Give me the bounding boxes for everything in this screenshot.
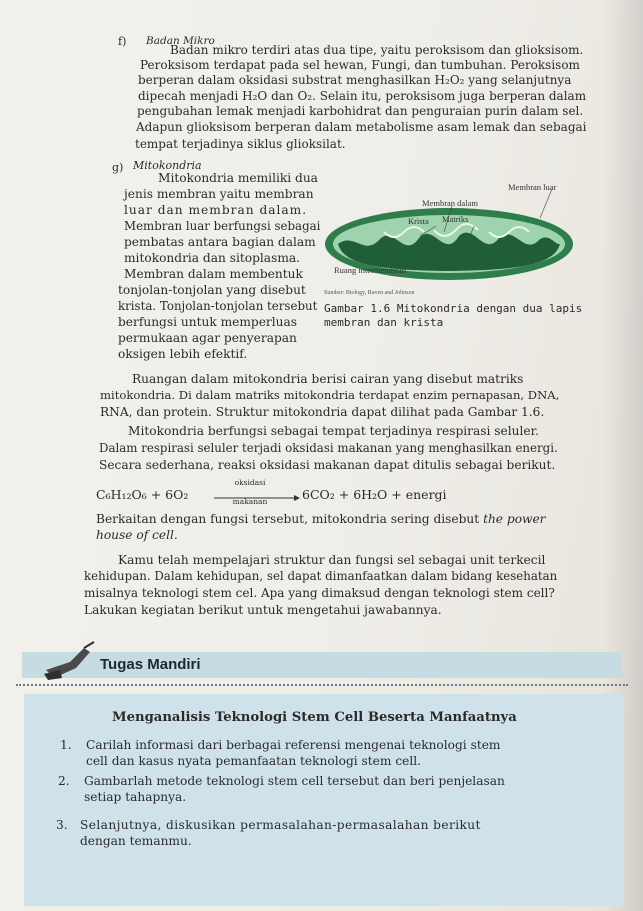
label-intermembrane: Ruang intermembran [334, 265, 406, 275]
task-line: Selanjutnya, diskusikan permasalahan-permasalahan berikut [80, 818, 481, 832]
section-g-line: permukaan agar penyerapan [118, 331, 297, 345]
figure-caption-line2: membran dan krista [324, 316, 444, 329]
equation-over-arrow: oksidasi [234, 478, 266, 487]
section-g-line: pembatas antara bagian dalam [124, 235, 316, 249]
task-line: setiap tahapnya. [84, 790, 187, 804]
section-f-line: tempat terjadinya siklus glioksilat. [135, 137, 346, 151]
paragraph-line: mitokondria. Di dalam matriks mitokondria terdapat enzim pernapasan, DNA, [100, 388, 560, 402]
equation-left: C₆H₁₂O₆ + 6O₂ [96, 487, 189, 502]
task-line: dengan temanmu. [80, 834, 192, 848]
paragraph-line: RNA, dan protein. Struktur mitokondria dapat dilihat pada Gambar 1.6. [100, 405, 545, 419]
section-g-line: Membran luar berfungsi sebagai [124, 219, 321, 233]
figure-caption-line1: Gambar 1.6 Mitokondria dengan dua lapis [324, 302, 583, 315]
powerhouse-line1 [96, 512, 546, 527]
section-g-line: krista. Tonjolan-tonjolan tersebut [118, 299, 318, 313]
section-g-marker: g) [112, 161, 124, 174]
section-f-line: Peroksisom terdapat pada sel hewan, Fungi, dan tumbuhan. Peroksisom [140, 58, 580, 72]
paragraph-line: Secara sederhana, reaksi oksidasi makanan dapat ditulis sebagai berikut. [99, 458, 556, 472]
section-g-line: mitokondria dan sitoplasma. [124, 251, 301, 265]
task-line: Gambarlah metode teknologi stem cell tersebut dan beri penjelasan [84, 774, 505, 788]
section-g-line: tonjolan-tonjolan yang disebut [118, 283, 306, 297]
section-f-line: Adapun glioksisom berperan dalam metabolisme asam lemak dan sebagai [136, 120, 587, 134]
paragraph-line: Mitokondria berfungsi sebagai tempat terjadinya respirasi seluler. [128, 424, 539, 438]
paragraph-line: Lakukan kegiatan berikut untuk mengetahui jawabannya. [84, 603, 442, 617]
section-f-line: Badan mikro terdiri atas dua tipe, yaitu peroksisom dan glioksisom. [170, 43, 584, 57]
section-f-line: pengubahan lemak menjadi karbohidrat dan penguraian purin dalam sel. [137, 104, 584, 118]
task-line: cell dan kasus nyata pemanfaatan teknologi stem cell. [86, 754, 422, 768]
section-g-line: berfungsi untuk memperluas [118, 315, 298, 329]
task-line: Carilah informasi dari berbagai referensi mengenai teknologi stem [86, 738, 501, 752]
paragraph-line: Dalam respirasi seluler terjadi oksidasi makanan yang menghasilkan energi. [99, 441, 558, 455]
section-f-line: dipecah menjadi H₂O dan O₂. Selain itu, peroksisom juga berperan dalam [138, 89, 587, 103]
task-number: 2. [58, 774, 70, 788]
label-outer-membrane: Membran luar [508, 182, 557, 192]
section-g-line: jenis membran yaitu membran [124, 187, 314, 201]
label-matrix: Matriks [442, 214, 469, 224]
figure-source: Sumber: Biology, Raven and Johnson [324, 290, 415, 296]
section-g-heading: Mitokondria [133, 159, 202, 172]
label-inner-membrane: Membran dalam [422, 198, 478, 208]
section-f-line: berperan dalam oksidasi substrat menghasilkan H₂O₂ yang selanjutnya [138, 73, 572, 87]
powerhouse-prefix: Berkaitan dengan fungsi tersebut, mitokondria sering disebut [96, 512, 484, 526]
section-g-line: Membran dalam membentuk [124, 267, 303, 281]
mitochondria-figure [324, 172, 586, 286]
powerhouse-line2: house of cell. [96, 528, 178, 542]
section-g-line: oksigen lebih efektif. [118, 347, 248, 361]
paragraph-line: kehidupan. Dalam kehidupan, sel dapat dimanfaatkan dalam bidang kesehatan [84, 569, 558, 583]
paragraph-line: misalnya teknologi stem cel. Apa yang dimaksud dengan teknologi stem cell? [84, 586, 555, 600]
equation-under-arrow: makanan [232, 497, 268, 506]
tugas-title: Tugas Mandiri [100, 656, 201, 673]
section-f-marker: f) [118, 35, 127, 48]
section-f-heading: Badan Mikro [146, 35, 215, 47]
tugas-heading: Menganalisis Teknologi Stem Cell Beserta Manfaatnya [112, 710, 517, 725]
label-crista: Krista [408, 216, 429, 226]
paragraph-line: Ruangan dalam mitokondria berisi cairan yang disebut matriks [132, 372, 524, 386]
writing-hand-icon [40, 640, 96, 684]
task-number: 3. [56, 818, 68, 832]
paragraph-line: Kamu telah mempelajari struktur dan fungsi sel sebagai unit terkecil [118, 553, 546, 567]
section-g-line: Mitokondria memiliki dua [158, 171, 318, 185]
powerhouse-italic: the power [483, 512, 546, 526]
dotted-divider [16, 684, 628, 686]
task-number: 1. [60, 738, 72, 752]
equation-right: 6CO₂ + 6H₂O + energi [302, 487, 447, 502]
section-g-line: luar dan membran dalam. [124, 203, 308, 217]
